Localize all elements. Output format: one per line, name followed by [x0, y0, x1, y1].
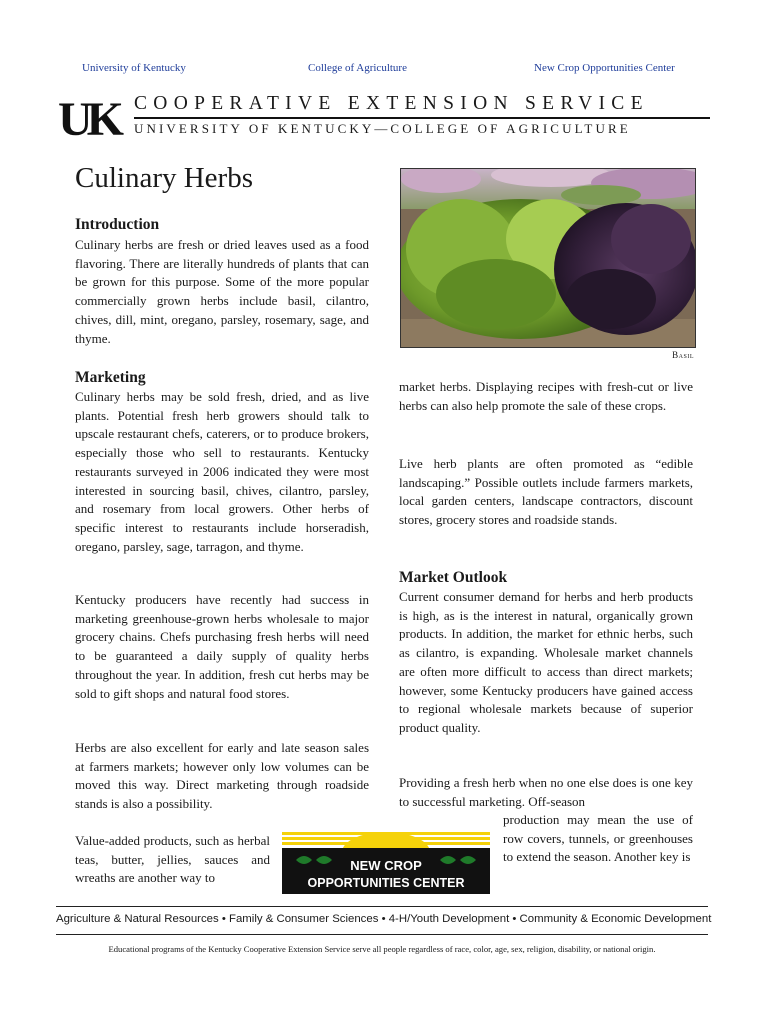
right-paragraph-1: market herbs. Displaying recipes with fresh-cut or live herbs can also help promote the sale of these crops.	[399, 379, 693, 413]
footer-rule-bottom	[56, 934, 708, 935]
link-new-crop-opportunities-center[interactable]: New Crop Opportunities Center	[534, 62, 675, 74]
uk-logo-letters: UK	[58, 94, 118, 138]
new-crop-opportunities-center-logo	[282, 832, 490, 894]
page-title: Culinary Herbs	[75, 162, 253, 194]
link-university-of-kentucky[interactable]: University of Kentucky	[82, 62, 186, 74]
uk-logo	[58, 94, 128, 138]
intro-paragraph: Culinary herbs are fresh or dried leaves used as a food flavoring. There are literally hundreds of plants that can be grown for this purpose. Some of the more popular commercially grown herbs include basil, cilantro, chives, dill, mint, oregano, parsley, rosemary, sage, and thyme.	[75, 237, 369, 346]
market-outlook-paragraph-1: Current consumer demand for herbs and herb products is high, as is the interest in natural, organically grown products. In addition, the market for ethnic herbs, such as cilantro, is expanding. Wholesale market channels are often more difficult to access than direct markets; however, some Kentucky producers have gained access to regional wholesale markets because of superior product quality.	[399, 589, 693, 735]
heading-marketing: Marketing	[75, 369, 146, 386]
university-college-line: UNIVERSITY OF KENTUCKY—COLLEGE OF AGRICULTURE	[134, 121, 631, 136]
right-paragraph-2: Live herb plants are often promoted as “edible landscaping.” Possible outlets include farmers markets, local garden centers, landscape contractors, discount stores, grocery stores and roadside stands.	[399, 456, 693, 528]
link-college-of-agriculture[interactable]: College of Agriculture	[308, 62, 407, 74]
ncoc-logo-line1: NEW CROP	[350, 858, 422, 873]
marketing-paragraph-4: Value-added products, such as herbal teas, butter, jellies, sauces and wreaths are another way to	[75, 833, 270, 886]
top-links	[0, 62, 768, 78]
basil-photo	[400, 168, 696, 348]
marketing-paragraph-3: Herbs are also excellent for early and late season sales at farmers markets; however only low volumes can be moved this way. Direct marketing through roadside stands is also a possibility.	[75, 740, 369, 812]
heading-market-outlook: Market Outlook	[399, 569, 508, 586]
heading-introduction: Introduction	[75, 216, 160, 233]
masthead-rule	[134, 117, 710, 119]
marketing-paragraph-2: Kentucky producers have recently had success in marketing greenhouse-grown herbs wholesale to major grocery chains. Chefs purchasing fresh herbs will need to be guaranteed a daily supply of quality herbs throughout the year. In addition, fresh cut herbs may be sold to gift shops and natural food stores.	[75, 592, 369, 701]
masthead	[58, 94, 710, 140]
cooperative-extension-heading: COOPERATIVE EXTENSION SERVICE	[134, 93, 649, 114]
program-areas: Agriculture & Natural Resources • Family & Consumer Sciences • 4-H/Youth Development • Community & Economic Development	[56, 913, 712, 925]
nondiscrimination-statement: Educational programs of the Kentucky Cooperative Extension Service serve all people regardless of race, color, age, sex, religion, disability, or national origin.	[108, 944, 656, 954]
ncoc-logo-graphic	[282, 832, 490, 894]
basil-photo-image	[401, 169, 695, 347]
market-outlook-paragraph-3: production may mean the use of row covers, tunnels, or greenhouses to extend the season. Another key is	[503, 812, 693, 865]
footer-rule-top	[56, 906, 708, 907]
marketing-paragraph-1: Culinary herbs may be sold fresh, dried, and as live plants. Potential fresh herb growers should talk to upscale restaurant chefs, caterers, or to produce brokers, especially those who sell to restaurants. Kentucky restaurants surveyed in 2006 indicated they were most interested in sourcing basil, chives, cilantro, parsley, and rosemary from local growers. Other herbs of specific interest to restaurants include horseradish, oregano, parsley, sage, tarragon, and thyme.	[75, 389, 369, 554]
photo-caption: Basil	[672, 350, 694, 360]
ncoc-logo-line2: OPPORTUNITIES CENTER	[307, 876, 465, 890]
market-outlook-paragraph-2: Providing a fresh herb when no one else does is one key to successful marketing. Off-season	[399, 775, 693, 809]
